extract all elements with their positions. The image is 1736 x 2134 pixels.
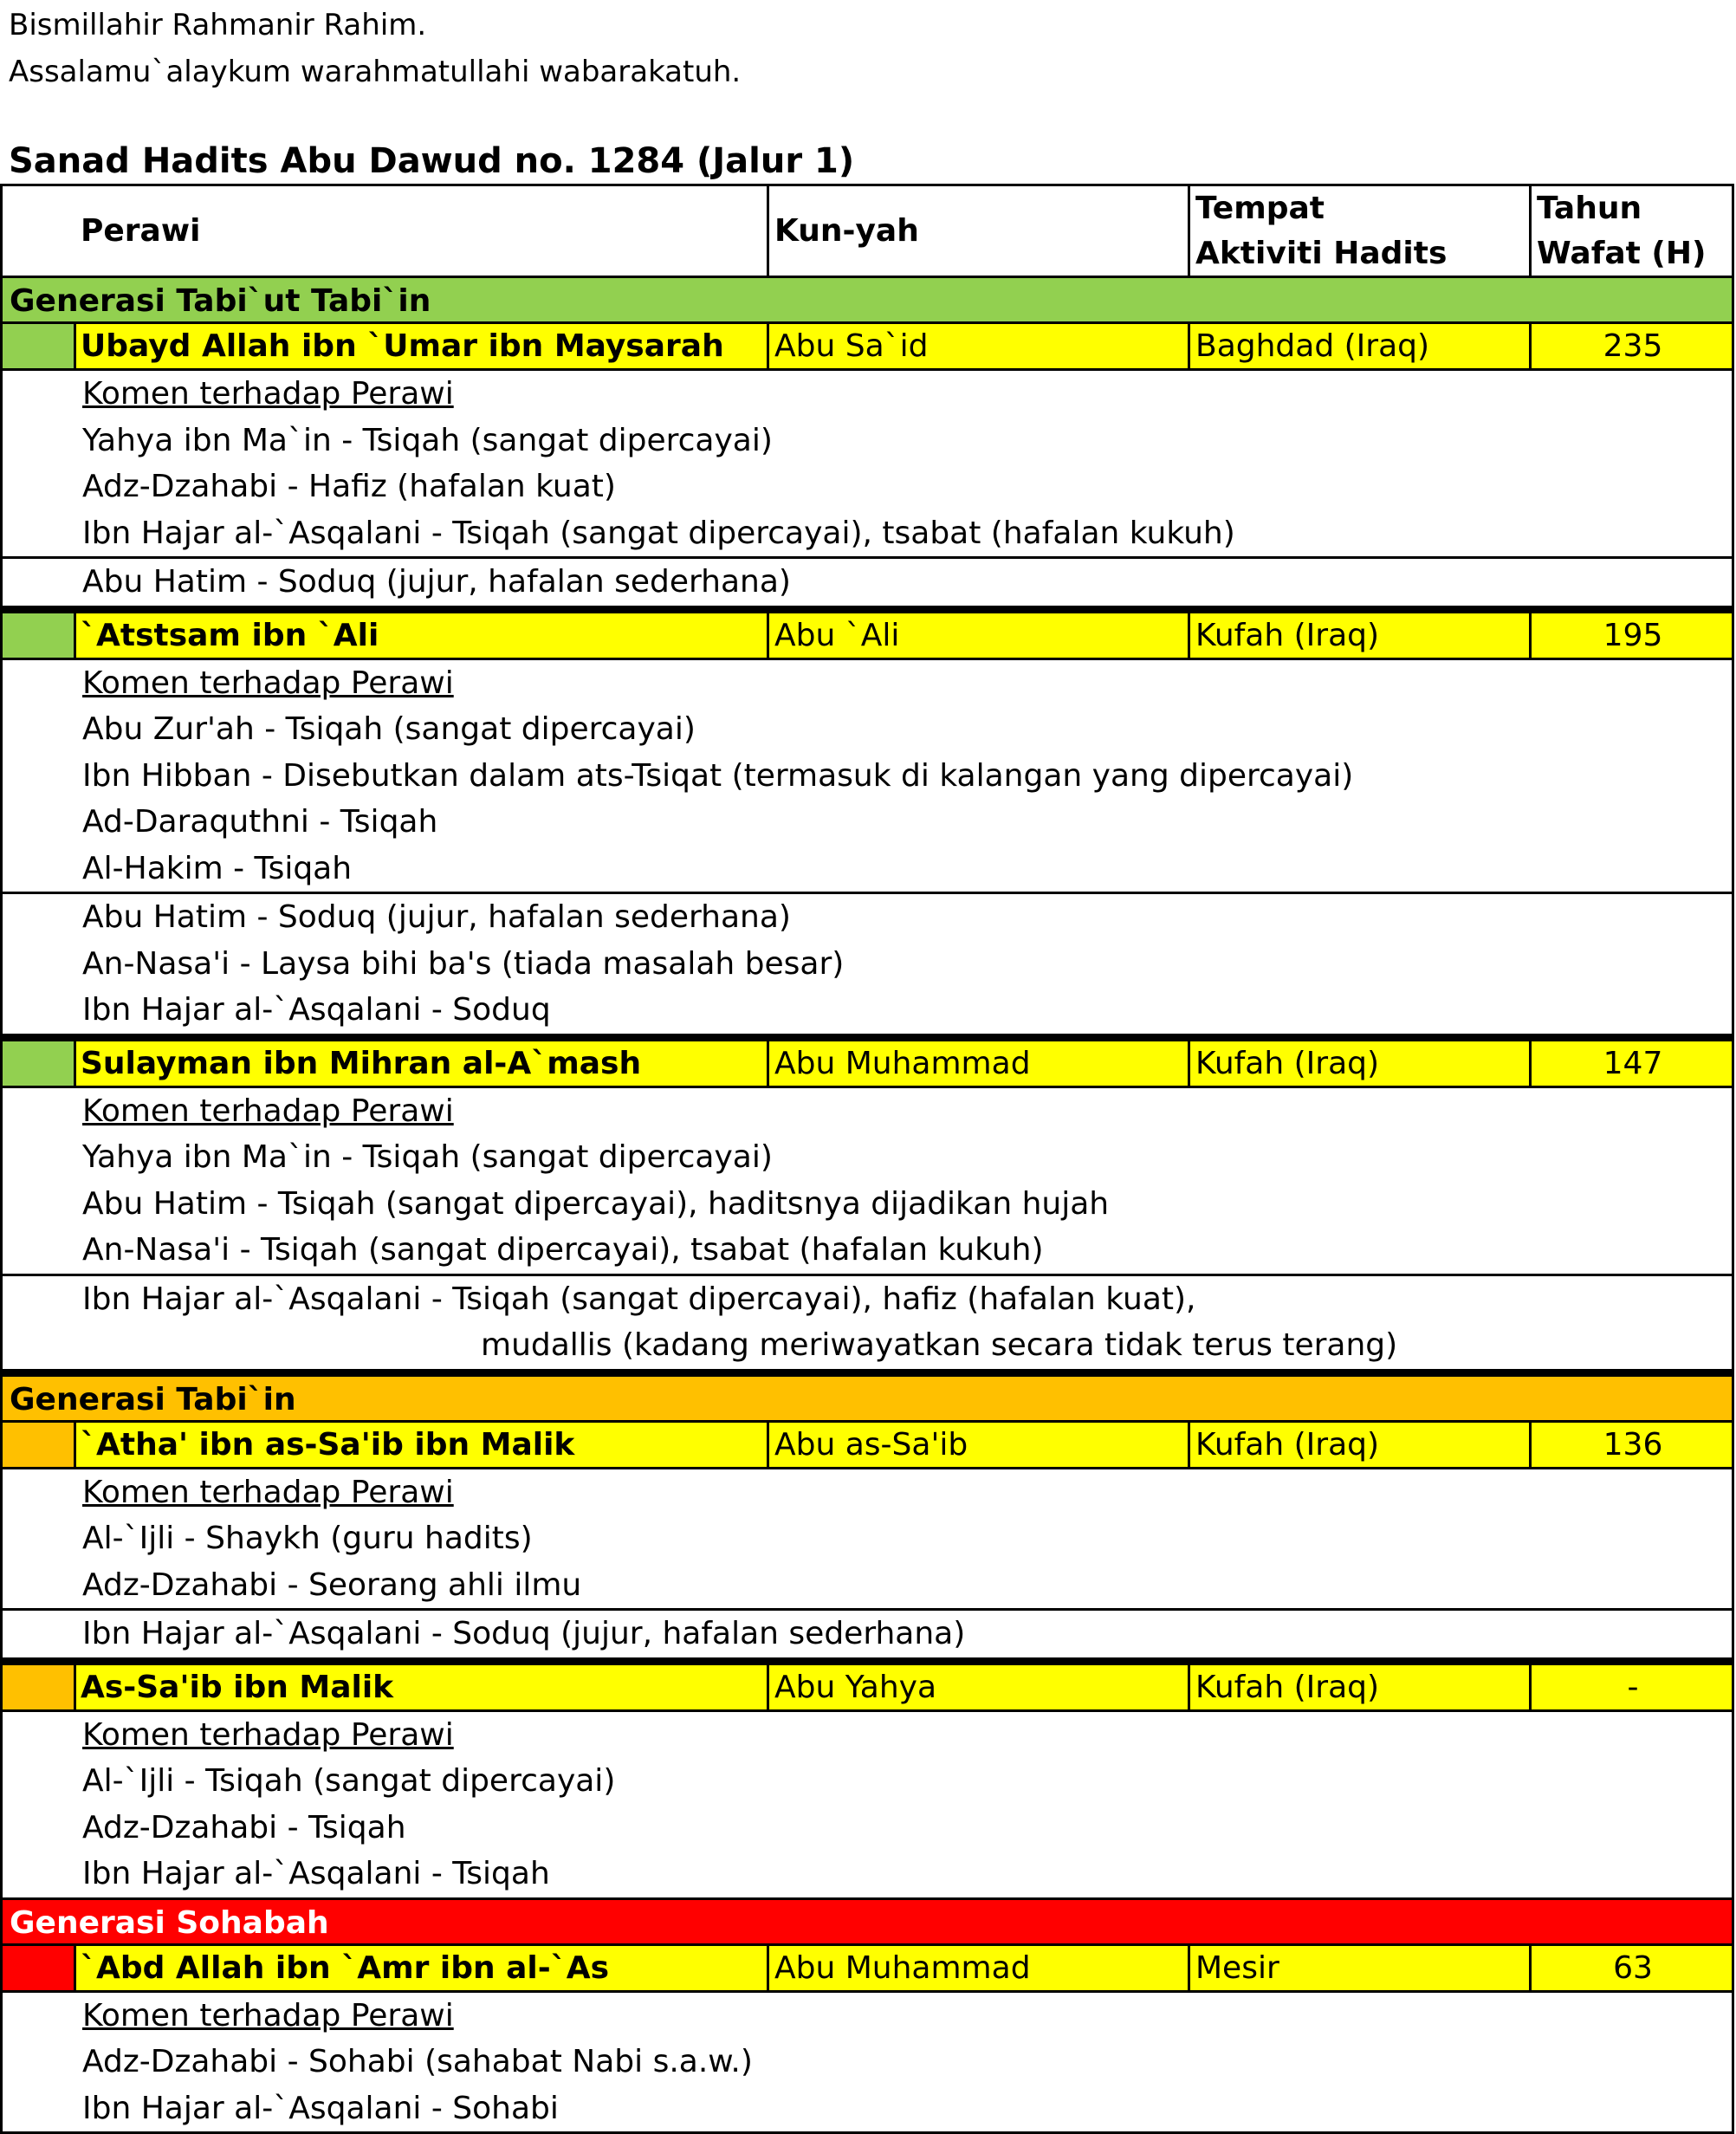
narrator-row <box>3 1665 1732 1712</box>
header-kunyah: Kun-yah <box>767 186 1188 276</box>
narrator-name: Sulayman ibn Mihran al-A`mash <box>81 1045 642 1081</box>
comment-block <box>3 559 1732 613</box>
narrator-kunyah: Abu Muhammad <box>767 1946 1188 1990</box>
header-tahun: Tahun Wafat (H) <box>1529 186 1734 276</box>
comment-line: An-Nasa'i - Tsiqah (sangat dipercayai), tsabat (hafalan kukuh) <box>82 1232 1044 1268</box>
comment-block <box>3 1712 1732 1900</box>
narrator-kunyah: Abu as-Sa'ib <box>767 1423 1188 1467</box>
comment-line: Adz-Dzahabi - Seorang ahli ilmu <box>82 1566 582 1603</box>
comment-heading: Komen terhadap Perawi <box>82 1474 454 1510</box>
narrator-name: `Atstsam ibn `Ali <box>81 617 379 653</box>
narrator-kunyah: Abu Muhammad <box>767 1041 1188 1086</box>
comment-line: Ibn Hajar al-`Asqalani - Tsiqah (sangat dipercayai), tsabat (hafalan kukuh) <box>82 515 1235 551</box>
comment-line: Adz-Dzahabi - Sohabi (sahabat Nabi s.a.w.) <box>82 2044 753 2079</box>
comment-line: Yahya ibn Ma`in - Tsiqah (sangat dipercayai) <box>82 422 773 458</box>
comment-line: Abu Hatim - Tsiqah (sangat dipercayai), haditsnya dijadikan hujah <box>82 1185 1110 1222</box>
comment-line: Ad-Daraquthni - Tsiqah <box>82 804 438 840</box>
narrator-death-year: - <box>1529 1665 1734 1709</box>
narrator-row <box>3 1423 1732 1469</box>
comment-line: Ibn Hibban - Disebutkan dalam ats-Tsiqat (termasuk di kalangan yang dipercayai) <box>82 757 1354 794</box>
comment-line: Adz-Dzahabi - Tsiqah <box>82 1809 406 1845</box>
header-tempat: Tempat Aktiviti Hadits <box>1188 186 1529 276</box>
comment-heading: Komen terhadap Perawi <box>82 1997 454 2033</box>
comment-block <box>3 660 1732 895</box>
comment-line: Ibn Hajar al-`Asqalani - Tsiqah <box>82 1856 550 1891</box>
comment-line: Ibn Hajar al-`Asqalani - Soduq (jujur, hafalan sederhana) <box>82 1616 966 1651</box>
comment-line: Al-`Ijli - Shaykh (guru hadits) <box>82 1521 533 1556</box>
greeting-line-1: Bismillahir Rahmanir Rahim. <box>9 8 427 42</box>
greeting-line-2: Assalamu`alaykum warahmatullahi wabarakatuh. <box>9 55 742 89</box>
narrator-name: `Abd Allah ibn `Amr ibn al-`As <box>81 1949 609 1986</box>
comment-heading: Komen terhadap Perawi <box>82 1093 454 1129</box>
narrator-row <box>3 324 1732 371</box>
narrator-place: Mesir <box>1188 1946 1529 1990</box>
page-title: Sanad Hadits Abu Dawud no. 1284 (Jalur 1) <box>9 141 855 181</box>
comment-heading: Komen terhadap Perawi <box>82 376 454 412</box>
generation-row-tabiut-tabiin: Generasi Tabi`ut Tabi`in <box>3 278 1732 324</box>
narrator-name: `Atha' ibn as-Sa'ib ibn Malik <box>81 1426 575 1463</box>
header-perawi: Perawi <box>81 212 201 249</box>
narrator-row <box>3 613 1732 660</box>
comment-block <box>3 1276 1732 1377</box>
comment-block <box>3 894 1732 1041</box>
comment-line-continued: mudallis (kadang meriwayatkan secara tidak terus terang) <box>481 1327 1398 1363</box>
narrator-name: Ubayd Allah ibn `Umar ibn Maysarah <box>81 328 724 364</box>
comment-line: Yahya ibn Ma`in - Tsiqah (sangat dipercayai) <box>82 1139 773 1175</box>
comment-heading: Komen terhadap Perawi <box>82 1716 454 1753</box>
narrator-death-year: 235 <box>1529 324 1734 368</box>
comment-block <box>3 371 1732 559</box>
comment-line: Ibn Hajar al-`Asqalani - Soduq <box>82 992 551 1028</box>
table-header <box>3 186 1732 278</box>
generation-row-sohabah: Generasi Sohabah <box>3 1900 1732 1946</box>
narrator-place: Baghdad (Iraq) <box>1188 324 1529 368</box>
generation-row-tabiin: Generasi Tabi`in <box>3 1377 1732 1423</box>
narrator-place: Kufah (Iraq) <box>1188 613 1529 658</box>
sanad-table <box>0 184 1734 2134</box>
comment-line: Abu Zur'ah - Tsiqah (sangat dipercayai) <box>82 711 696 747</box>
narrator-row <box>3 1041 1732 1088</box>
narrator-kunyah: Abu Yahya <box>767 1665 1188 1709</box>
comment-line: Abu Hatim - Soduq (jujur, hafalan sederhana) <box>82 899 791 935</box>
comment-heading: Komen terhadap Perawi <box>82 665 454 701</box>
comment-block <box>3 1611 1732 1665</box>
narrator-place: Kufah (Iraq) <box>1188 1423 1529 1467</box>
narrator-death-year: 195 <box>1529 613 1734 658</box>
comment-line: Ibn Hajar al-`Asqalani - Tsiqah (sangat dipercayai), hafiz (hafalan kuat), <box>82 1281 1196 1317</box>
narrator-row <box>3 1946 1732 1993</box>
narrator-kunyah: Abu Sa`id <box>767 324 1188 368</box>
narrator-place: Kufah (Iraq) <box>1188 1041 1529 1086</box>
comment-line: Al-`Ijli - Tsiqah (sangat dipercayai) <box>82 1763 616 1799</box>
comment-block <box>3 1469 1732 1612</box>
comment-line: Al-Hakim - Tsiqah <box>82 850 353 886</box>
narrator-place: Kufah (Iraq) <box>1188 1665 1529 1709</box>
narrator-kunyah: Abu `Ali <box>767 613 1188 658</box>
narrator-death-year: 147 <box>1529 1041 1734 1086</box>
narrator-death-year: 63 <box>1529 1946 1734 1990</box>
comment-line: Ibn Hajar al-`Asqalani - Sohabi <box>82 2090 559 2126</box>
comment-line: An-Nasa'i - Laysa bihi ba's (tiada masalah besar) <box>82 945 845 982</box>
comment-block <box>3 1088 1732 1276</box>
narrator-name: As-Sa'ib ibn Malik <box>81 1669 394 1705</box>
comment-line: Abu Hatim - Soduq (jujur, hafalan sederhana) <box>82 564 791 600</box>
narrator-death-year: 136 <box>1529 1423 1734 1467</box>
comment-block <box>3 1993 1732 2132</box>
comment-line: Adz-Dzahabi - Hafiz (hafalan kuat) <box>82 469 616 504</box>
